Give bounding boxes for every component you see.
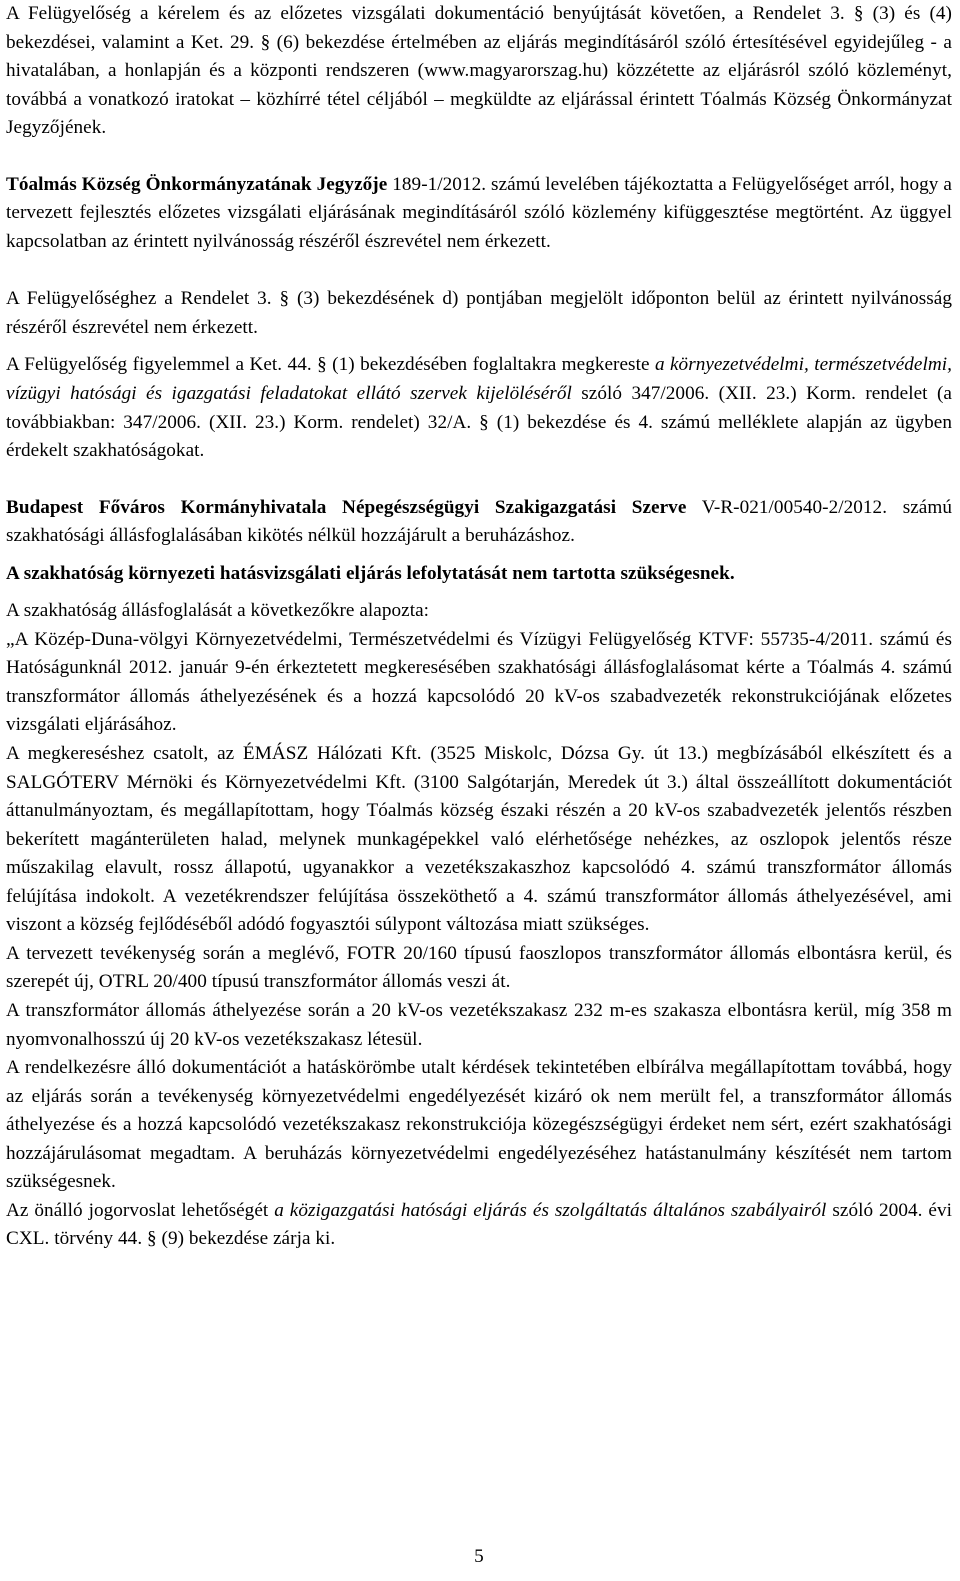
jegyzo-name: Tóalmás Község Önkormányzatának Jegyzője <box>6 173 388 195</box>
megkereses-text-b: szóló 347/2006. (XII. 23.) Korm. rendelet (a továbbiakban: 347/2006. (XII. 23.) Korm. rendelet) 32/A. § (1) bekezdése és 4. számú melléklete alapján az ügyben érdekelt szakhatóságokat. <box>6 383 952 462</box>
szerv-name: Budapest Főváros Kormányhivatala Népegészségügyi Szakigazgatási Szerve <box>6 496 687 518</box>
dontes-text: A szakhatóság környezeti hatásvizsgálati eljárás lefolytatását nem tartotta szükségesnek. <box>6 562 735 584</box>
szerv-text: V-R-021/00540-2/2012. számú szakhatósági állásfoglalásában kikötés nélkül hozzájárult a beruházáshoz. <box>6 496 952 547</box>
torveny-title: a közigazgatási hatósági eljárás és szolgáltatás általános szabályairól <box>274 1199 827 1221</box>
paragraph-szakhatosag-dontes <box>6 560 952 589</box>
paragraph-nepegeszsegugyi-szerv <box>6 494 952 551</box>
paragraph-idezet-megkereses: „A Közép-Duna-völgyi Környezetvédelmi, Természetvédelmi és Vízügyi Felügyelőség KTVF: 55735-4/2011. számú és Hatóságunknál 2012. január 9-én érkeztetett megkeresésében szakhatósági állásfoglalásomat kérte a Tóalmás 4. számú transzformátor állomás áthelyezésének és a hozzá kapcsolódó 20 kV-os szabadvezeték rekonstrukciójának előzetes vizsgálati eljárásához. <box>6 628 952 736</box>
paragraph-nyilvanossag: A Felügyelőséghez a Rendelet 3. § (3) bekezdésének d) pontjában megjelölt időponton belül az érintett nyilvánosság részéről észrevétel nem érkezett. <box>6 288 952 338</box>
paragraph-dokumentacio: A megkereséshez csatolt, az ÉMÁSZ Hálózati Kft. (3525 Miskolc, Dózsa Gy. út 13.) megbízásából elkészített és a SALGÓTERV Mérnöki és Környezetvédelmi Kft. (3100 Salgótarján, Meredek út 3.) által összeállított dokumentációt áttanulmányoztam, és megállapítottam, hogy Tóalmás község északi részén a 20 kV-os szabadvezeték jelentős részben bekerített magánterületen halad, melynek munkagépekkel való elérhetősége nehézkes, az oszlopok jelentős része műszakilag elavult, rossz állapotú, ugyanakkor a vezetékszakaszhoz kapcsolódó 4. számú transzformátor állomás felújítása indokolt. A vezetékrendszer felújítása összeköthető a 4. számú transzformátor állomás áthelyezésével, ami viszont a község fejlődéséből adódó fogyasztói súlypont változása miatt szükséges. <box>6 743 952 936</box>
megkereses-text-a: A Felügyelőség figyelemmel a Ket. 44. § (1) bekezdésében foglaltakra megkereste <box>6 354 655 376</box>
jogorvoslat-text-b: szóló 2004. évi CXL. törvény 44. § (9) bekezdése zárja ki. <box>6 1199 952 1250</box>
paragraph-athelyezes: A transzformátor állomás áthelyezése során a 20 kV-os vezetékszakasz 232 m-es szakasza elbontásra kerül, míg 358 m nyomvonalhosszú új 20 kV-os vezetékszakasz létesül. <box>6 999 952 1050</box>
jogorvoslat-text-a: Az önálló jogorvoslat lehetőségét <box>6 1199 275 1221</box>
paragraph-szakhatosagok-megkeresese <box>6 351 952 465</box>
paragraph-megallapitas: A rendelkezésre álló dokumentációt a hatáskörömbe utalt kérdések tekintetében elbírálva megállapítottam továbbá, hogy az eljárás során a tevékenység környezetvédelmi engedélyezését kizáró ok nem merült fel, a transzformátor állomás áthelyezése és a hozzá kapcsolódó vezetékszakasz rekonstrukciója közegészségügyi érdeket nem sért, ezért szakhatósági hozzájárulásomat megadtam. A beruházás környezetvédelmi engedélyezéséhez hatástanulmány készítését nem tartom szükségesnek. <box>6 1057 952 1193</box>
jegyzo-text: 189-1/2012. számú levelében tájékoztatta a Felügyelőséget arról, hogy a tervezett fejlesztés előzetes vizsgálati eljárásának megindításáról szóló közlemény kifüggesztése megtörtént. Az üggyel kapcsolatban az érintett nyilvánosság részéről észrevétel nem érkezett. <box>6 173 952 252</box>
paragraph-tervezett-tevekenyseg: A tervezett tevékenység során a meglévő, FOTR 20/160 típusú faoszlopos transzformátor állomás elbontásra kerül, és szerepét új, OTRL 20/400 típusú transzformátor állomás veszi át. <box>6 942 952 993</box>
paragraph-jogorvoslat <box>6 1197 952 1254</box>
rendelet-title: a környezetvédelmi, természetvédelmi, vízügyi hatósági és igazgatási feladatokat ellátó szervek kijelöléséről <box>6 354 952 405</box>
page-number: 5 <box>474 1546 484 1567</box>
document-page <box>6 0 952 1581</box>
paragraph-eljaras-meginditasa: A Felügyelőség a kérelem és az előzetes vizsgálati dokumentáció benyújtását követően, a Rendelet 3. § (3) és (4) bekezdései, valamint a Ket. 29. § (6) bekezdése értelmében az eljárás megindításáról szóló értesítésével egyidejűleg - a hivatalában, a honlapján és a központi rendszeren (www.magyarorszag.hu) közzétette az eljárásról szóló közleményt, továbbá a vonatkozó iratokat – közhírré tétel céljából – megküldte az eljárással érintett Tóalmás Község Önkormányzat Jegyzőjének. <box>6 3 952 139</box>
paragraph-alapozas: A szakhatóság állásfoglalását a következőkre alapozta: <box>6 600 430 622</box>
paragraph-jegyzo-tajekoztatas <box>6 171 952 257</box>
